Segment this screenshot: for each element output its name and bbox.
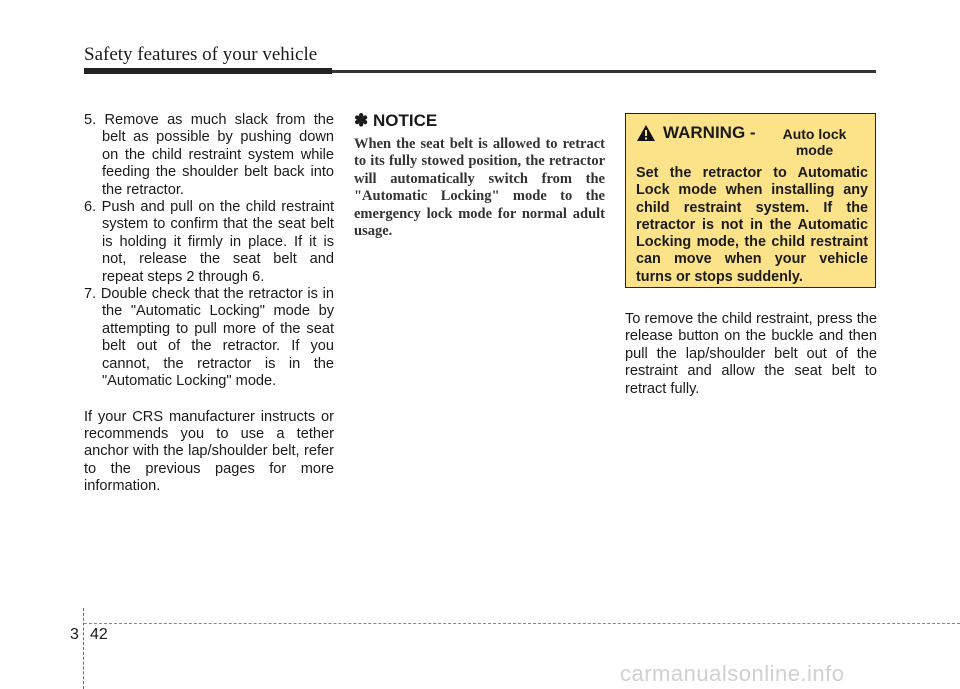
- notice-title: ✽ NOTICE: [354, 111, 438, 130]
- notice-body: When the seat belt is allowed to retract to its fully stowed position, the retractor will automatically switch from the "Automatic Locking" mode to the emergency lock mode for normal adult usage.: [354, 136, 605, 240]
- left-column: [84, 112, 334, 496]
- warning-body: Set the retractor to Automatic Lock mode when installing any child restraint system. If the retractor is not in the Automatic Locking mode, the child restraint can move when your vehicle turns or stops suddenly.: [636, 165, 868, 285]
- page-number: 42: [90, 626, 108, 643]
- warning-box: [625, 113, 876, 288]
- crs-tether-paragraph: If your CRS manufacturer instructs or recommends you to use a tether anchor with the lap/shoulder belt, refer to the previous pages for more information.: [84, 408, 334, 495]
- step-5: 5. Remove as much slack from the belt as possible by pushing down on the child restraint system while feeding the shoulder belt back into the retractor.: [84, 112, 334, 198]
- step-7: 7. Double check that the retractor is in the "Automatic Locking" mode by attempting to pull more of the seat belt out of the retractor. If you cannot, the retractor is in the "Automatic Locking" mode.: [84, 286, 334, 390]
- footer-vertical-divider: [83, 608, 85, 689]
- warning-label: WARNING -: [663, 123, 756, 142]
- page-header-title: Safety features of your vehicle: [84, 44, 318, 65]
- footer-horizontal-divider: [84, 623, 960, 624]
- header-rule-accent: [84, 68, 332, 74]
- step-6: 6. Push and pull on the child restraint system to confirm that the seat belt is holding it firmly in place. If it is not, release the seat belt and repeat steps 2 through 6.: [84, 199, 334, 285]
- right-column: [625, 311, 877, 398]
- chapter-number: 3: [70, 626, 79, 643]
- remove-restraint-paragraph: To remove the child restraint, press the release button on the buckle and then pull the lap/shoulder belt out of the restraint and allow the seat belt to retract fully.: [625, 311, 877, 397]
- watermark: carmanualsonline.info: [620, 661, 845, 686]
- warning-subtitle: Auto lock mode: [782, 126, 847, 158]
- warning-triangle-icon: [636, 124, 656, 142]
